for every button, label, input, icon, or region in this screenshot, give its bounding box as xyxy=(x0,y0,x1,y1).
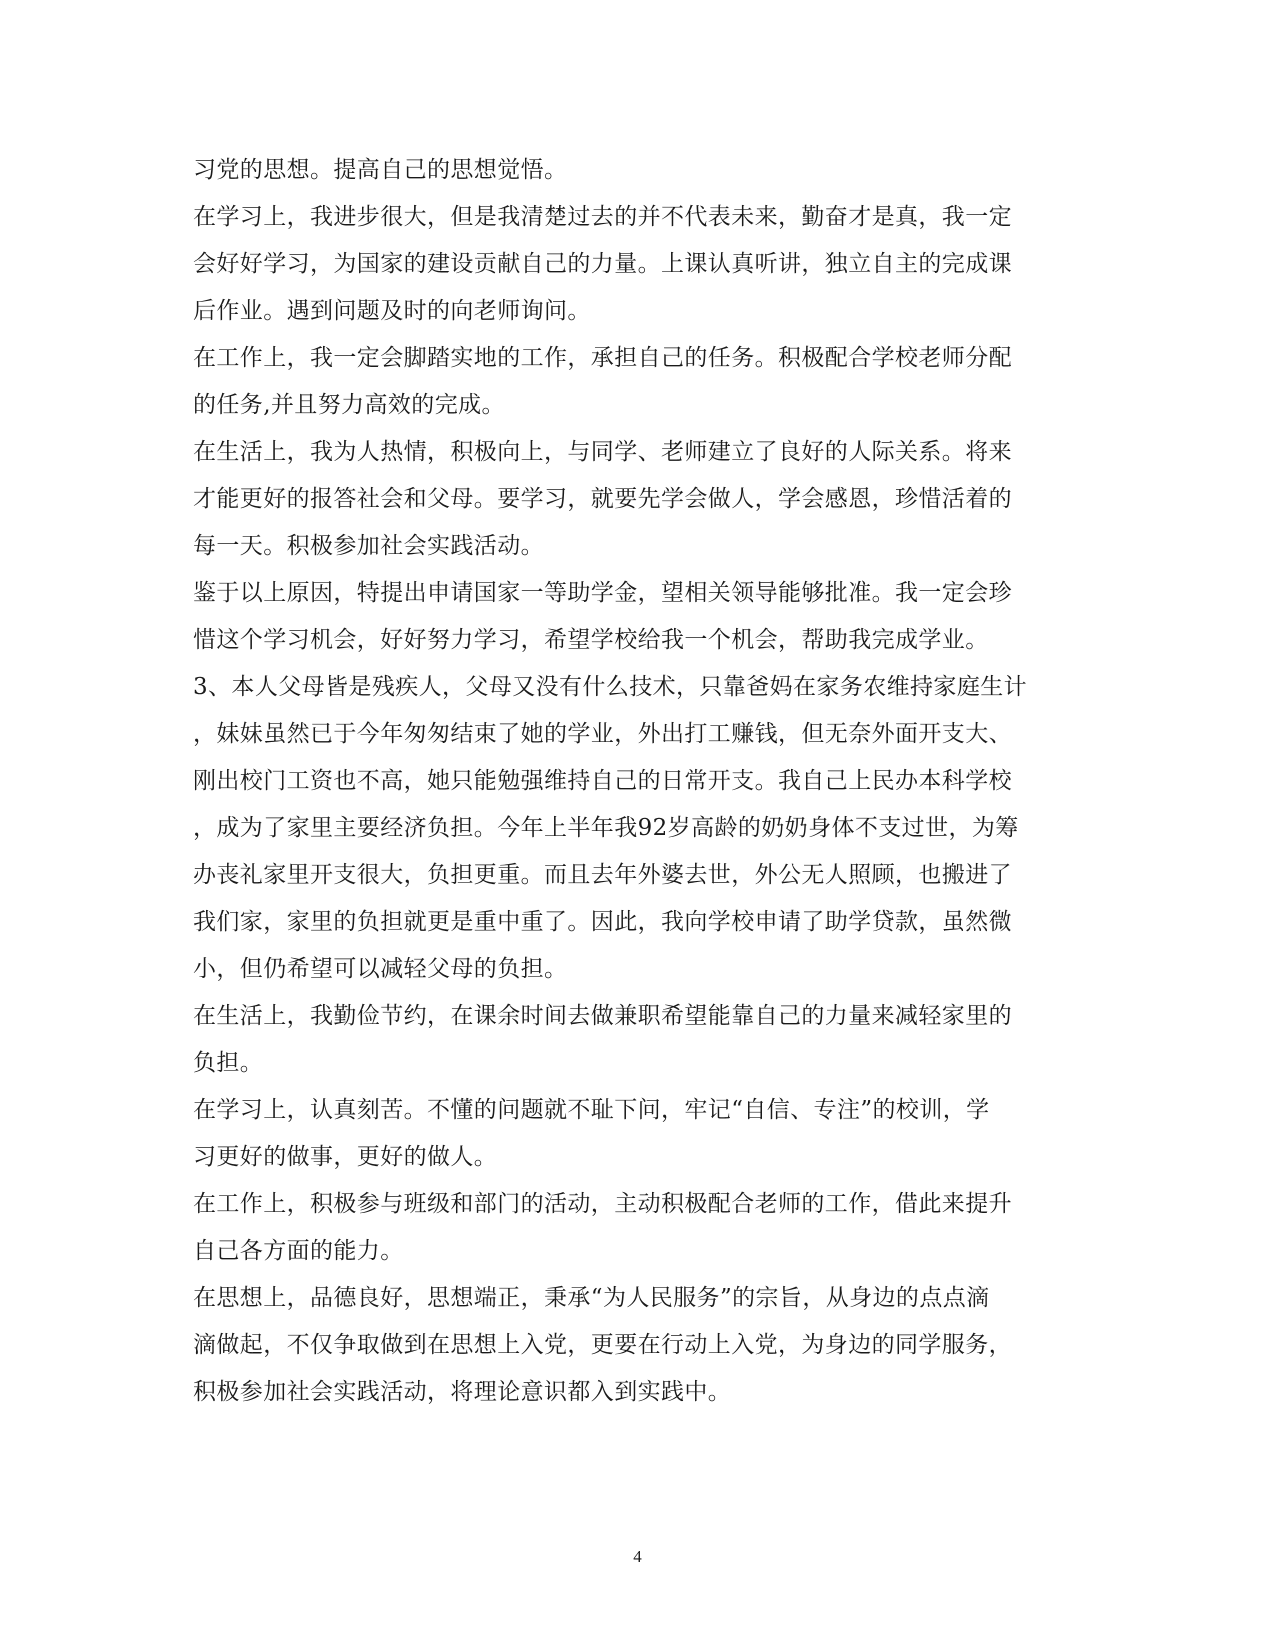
text-line-1: 习党的思想。提高自己的思想觉悟。 xyxy=(193,157,568,183)
text-line-24: 自己各方面的能力。 xyxy=(193,1238,404,1264)
text-line-11: 惜这个学习机会，好好努力学习，希望学校给我一个机会，帮助我完成学业。 xyxy=(193,627,989,653)
text-line-26: 滴做起，不仅争取做到在思想上入党，更要在行动上入党，为身边的同学服务， xyxy=(193,1332,1012,1358)
text-line-2: 在学习上，我进步很大，但是我清楚过去的并不代表未来，勤奋才是真，我一定 xyxy=(193,204,1012,230)
page-number: 4 xyxy=(633,1547,642,1566)
text-line-27: 积极参加社会实践活动，将理论意识都入到实践中。 xyxy=(193,1379,732,1405)
text-line-25: 在思想上，品德良好，思想端正，秉承“为人民服务”的宗旨，从身边的点点滴 xyxy=(193,1285,990,1311)
text-line-12: 3、本人父母皆是残疾人，父母又没有什么技术，只靠爸妈在家务农维持家庭生计 xyxy=(193,674,1028,700)
text-line-5: 在工作上，我一定会脚踏实地的工作，承担自己的任务。积极配合学校老师分配 xyxy=(193,345,1012,371)
text-line-13: ，妹妹虽然已于今年匆匆结束了她的学业，外出打工赚钱，但无奈外面开支大、 xyxy=(193,721,1012,747)
text-line-14: 刚出校门工资也不高，她只能勉强维持自己的日常开支。我自己上民办本科学校 xyxy=(193,768,1012,794)
text-line-17: 我们家，家里的负担就更是重中重了。因此，我向学校申请了助学贷款，虽然微 xyxy=(193,909,1012,935)
text-line-3: 会好好学习，为国家的建设贡献自己的力量。上课认真听讲，独立自主的完成课 xyxy=(193,251,1012,277)
text-line-21: 在学习上，认真刻苦。不懂的问题就不耻下问，牢记“自信、专注”的校训，学 xyxy=(193,1097,990,1123)
text-line-19: 在生活上，我勤俭节约，在课余时间去做兼职希望能靠自己的力量来减轻家里的 xyxy=(193,1003,1012,1029)
text-line-8: 才能更好的报答社会和父母。要学习，就要先学会做人，学会感恩，珍惜活着的 xyxy=(193,486,1012,512)
text-line-7: 在生活上，我为人热情，积极向上，与同学、老师建立了良好的人际关系。将来 xyxy=(193,439,1012,465)
text-line-6: 的任务,并且努力高效的完成。 xyxy=(193,392,505,418)
text-line-22: 习更好的做事，更好的做人。 xyxy=(193,1144,498,1170)
text-line-15: ，成为了家里主要经济负担。今年上半年我92岁高龄的奶奶身体不支过世，为筹 xyxy=(193,815,1019,841)
text-line-23: 在工作上，积极参与班级和部门的活动，主动积极配合老师的工作，借此来提升 xyxy=(193,1191,1012,1217)
text-line-10: 鉴于以上原因，特提出申请国家一等助学金，望相关领导能够批准。我一定会珍 xyxy=(193,580,1012,606)
text-line-20: 负担。 xyxy=(193,1050,264,1076)
text-line-18: 小，但仍希望可以减轻父母的负担。 xyxy=(193,956,568,982)
text-line-9: 每一天。积极参加社会实践活动。 xyxy=(193,533,544,559)
text-line-16: 办丧礼家里开支很大，负担更重。而且去年外婆去世，外公无人照顾，也搬进了 xyxy=(193,862,1012,888)
text-line-4: 后作业。遇到问题及时的向老师询问。 xyxy=(193,298,591,324)
